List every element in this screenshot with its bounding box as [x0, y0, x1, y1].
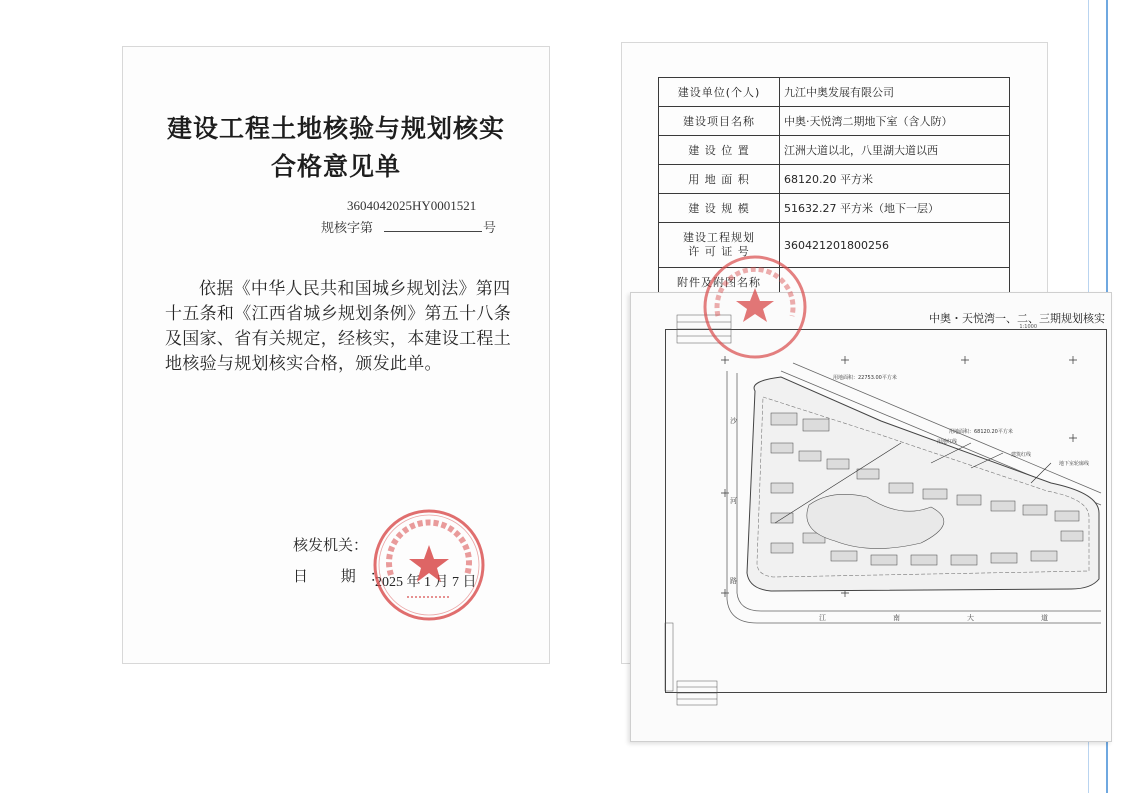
- certificate-subtitle: 合格意见单: [270, 152, 401, 181]
- certificate-page: [122, 46, 550, 664]
- road-label-char: 大: [967, 614, 974, 622]
- basement-annotation: 地下室轮廓线: [1059, 461, 1090, 467]
- road-label-char: 沙: [730, 417, 737, 425]
- boundary-annotation: 用地红线: [937, 439, 958, 445]
- row-value: 江洲大道以北，八里湖大道以西: [780, 136, 1010, 165]
- table-row: [659, 165, 1010, 194]
- official-seal-stamp-overlap: [700, 252, 810, 362]
- serial-blank-line: [384, 231, 482, 232]
- official-seal-stamp: [369, 505, 489, 625]
- row-label: 建 设 规 模: [659, 194, 780, 223]
- road-label-char: 南: [893, 614, 900, 622]
- row-label: 建设单位(个人): [659, 78, 780, 107]
- date-label: 日 期：: [293, 567, 399, 585]
- row-label: 建设工程规划 许 可 证 号: [659, 223, 780, 268]
- row-value: 九江中奥发展有限公司: [780, 78, 1010, 107]
- row-label: 建设项目名称: [659, 107, 780, 136]
- issuer-label: 核发机关：: [293, 536, 369, 554]
- site-plan-scale: 1:1000: [1019, 324, 1037, 330]
- issue-date: 2025 年 1 月 7 日: [375, 575, 477, 590]
- certificate-title: 建设工程土地核验与规划核实: [166, 114, 505, 143]
- row-value: 68120.20 平方米: [780, 165, 1010, 194]
- table-row: [659, 136, 1010, 165]
- row-value: 中奥·天悦湾二期地下室（含人防）: [780, 107, 1010, 136]
- site-plan-title: 中奥・天悦湾一、二、三期规划核实: [929, 312, 1105, 325]
- serial-suffix: 号: [483, 221, 497, 236]
- road-label-char: 河: [730, 497, 737, 505]
- table-row: [659, 194, 1010, 223]
- row-label: 附件及附图名称: [659, 268, 780, 297]
- row-value: 51632.27 平方米（地下一层）: [780, 194, 1010, 223]
- certificate-body: 依据《中华人民共和国城乡规划法》第四十五条和《江西省城乡规划条例》第五十八条及国家、省有关规定，经核实，本建设工程土地核验与规划核实合格，颁发此单。: [165, 279, 511, 374]
- road-label-char: 路: [730, 577, 737, 585]
- row-label: 建 设 位 置: [659, 136, 780, 165]
- serial-number: 3604042025HY0001521: [347, 198, 477, 213]
- area-annotation-a: 用地面积：22753.00平方米: [833, 375, 897, 381]
- table-row: [659, 107, 1010, 136]
- serial-label: 规核字第: [321, 221, 374, 236]
- building-line-annotation: 建筑红线: [1011, 452, 1032, 458]
- table-row: [659, 78, 1010, 107]
- area-annotation-b: 用地面积：68120.20平方米: [949, 429, 1013, 435]
- road-label-char: 江: [819, 614, 826, 622]
- row-value: 360421201800256: [780, 223, 1010, 268]
- row-label: 用 地 面 积: [659, 165, 780, 194]
- road-label-char: 道: [1041, 614, 1048, 622]
